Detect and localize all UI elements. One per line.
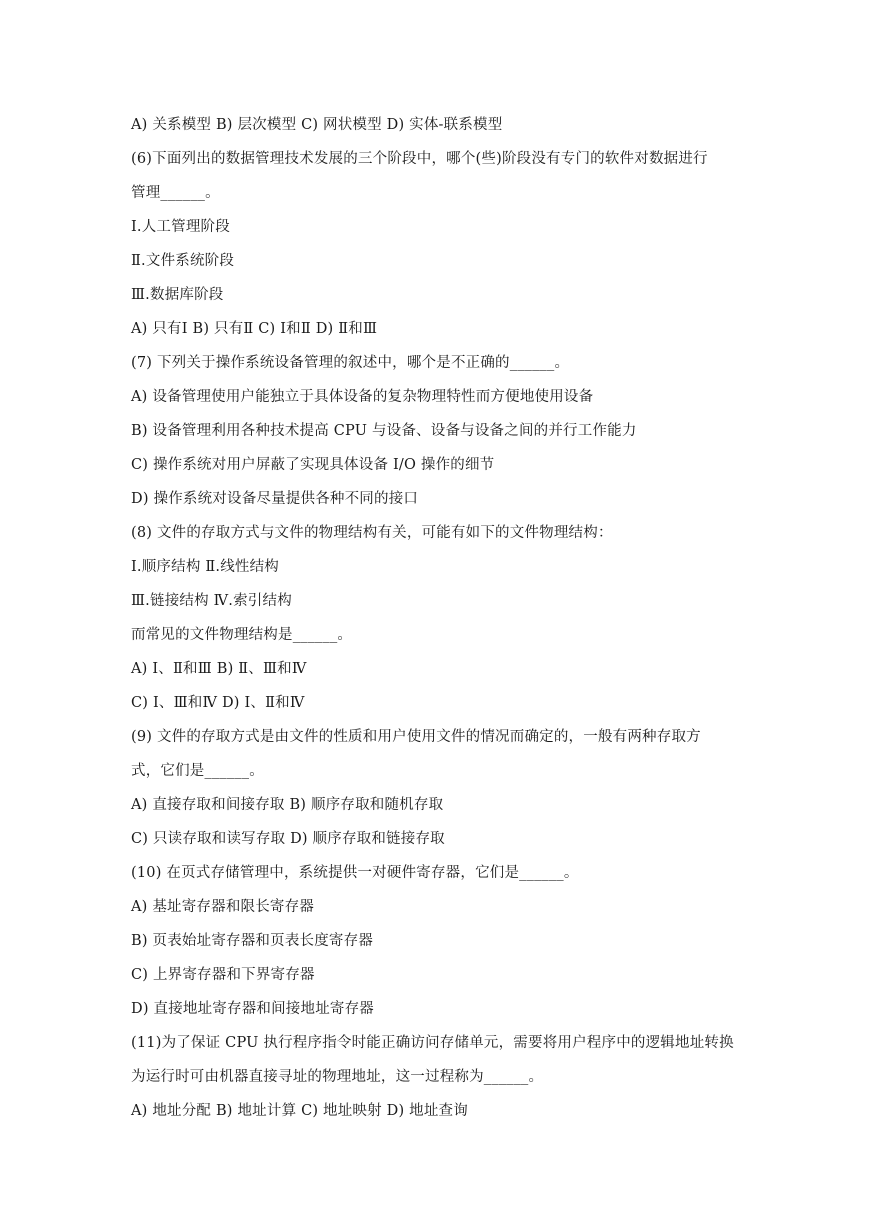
- question-8: (8) 文件的存取方式与文件的物理结构有关，可能有如下的文件物理结构：: [131, 525, 613, 541]
- question-6-item-3: Ⅲ.数据库阶段: [131, 287, 224, 303]
- document-body: [131, 108, 751, 1128]
- option-10b: B) 页表始址寄存器和页表长度寄存器: [131, 933, 374, 949]
- question-8-items-2: Ⅲ.链接结构 Ⅳ.索引结构: [131, 593, 292, 609]
- option-10d: D) 直接地址寄存器和间接地址寄存器: [131, 1001, 374, 1017]
- question-7: (7) 下列关于操作系统设备管理的叙述中，哪个是不正确的______。: [131, 355, 570, 371]
- question-8-prompt: 而常见的文件物理结构是______。: [131, 627, 353, 643]
- option-7b: B) 设备管理利用各种技术提高 CPU 与设备、设备与设备之间的并行工作能力: [131, 423, 637, 439]
- question-6-item-2: Ⅱ.文件系统阶段: [131, 253, 235, 269]
- options-q11: A) 地址分配 B) 地址计算 C) 地址映射 D) 地址查询: [131, 1103, 468, 1119]
- question-6-line-1: (6)下面列出的数据管理技术发展的三个阶段中，哪个(些)阶段没有专门的软件对数据进行: [131, 151, 708, 167]
- question-6-item-1: Ⅰ.人工管理阶段: [131, 219, 230, 235]
- option-10c: C) 上界寄存器和下界寄存器: [131, 967, 315, 983]
- question-11-line-2: 为运行时可由机器直接寻址的物理地址，这一过程称为______。: [131, 1069, 544, 1085]
- question-6-line-2: 管理______。: [131, 185, 220, 201]
- question-11-line-1: (11)为了保证 CPU 执行程序指令时能正确访问存储单元，需要将用户程序中的逻辑地址转换: [131, 1035, 734, 1051]
- question-10: (10) 在页式存储管理中，系统提供一对硬件寄存器，它们是______。: [131, 865, 579, 881]
- question-9-line-2: 式，它们是______。: [131, 763, 264, 779]
- options-q9-ab: A) 直接存取和间接存取 B) 顺序存取和随机存取: [131, 797, 444, 813]
- options-q8-ab: A) Ⅰ、Ⅱ和Ⅲ B) Ⅱ、Ⅲ和Ⅳ: [131, 661, 307, 677]
- options-q8-cd: C) Ⅰ、Ⅲ和Ⅳ D) Ⅰ、Ⅱ和Ⅳ: [131, 695, 305, 711]
- options-q5: A) 关系模型 B) 层次模型 C) 网状模型 D) 实体-联系模型: [131, 117, 503, 133]
- question-9-line-1: (9) 文件的存取方式是由文件的性质和用户使用文件的情况而确定的，一般有两种存取方: [131, 729, 701, 745]
- option-7a: A) 设备管理使用户能独立于具体设备的复杂物理特性而方便地使用设备: [131, 389, 594, 405]
- option-10a: A) 基址寄存器和限长寄存器: [131, 899, 315, 915]
- options-q9-cd: C) 只读存取和读写存取 D) 顺序存取和链接存取: [131, 831, 445, 847]
- options-q6: A) 只有Ⅰ B) 只有Ⅱ C) Ⅰ和Ⅱ D) Ⅱ和Ⅲ: [131, 321, 378, 337]
- option-7d: D) 操作系统对设备尽量提供各种不同的接口: [131, 491, 419, 507]
- option-7c: C) 操作系统对用户屏蔽了实现具体设备 I/O 操作的细节: [131, 457, 495, 473]
- question-8-items-1: Ⅰ.顺序结构 Ⅱ.线性结构: [131, 559, 280, 575]
